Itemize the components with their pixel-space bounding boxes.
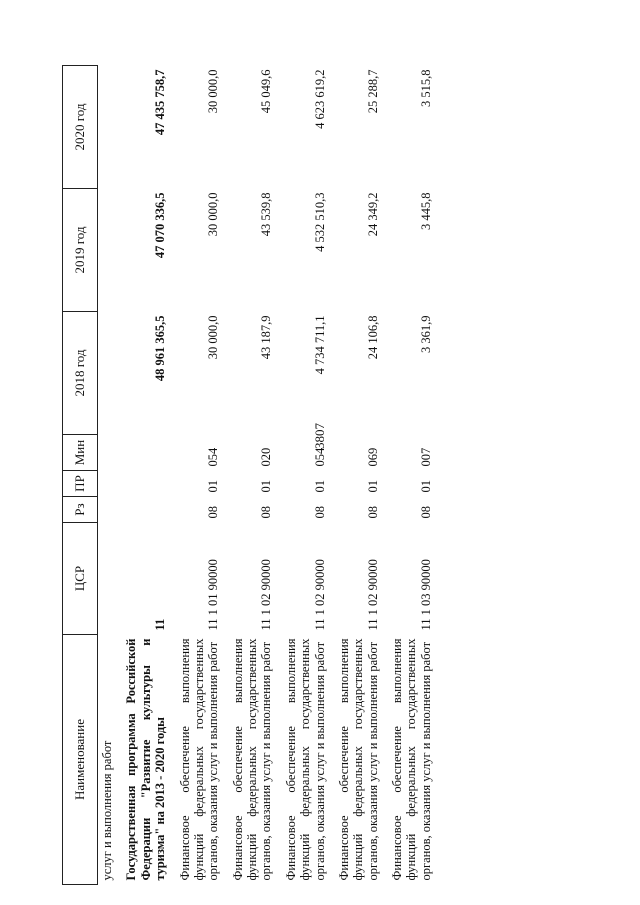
row-2020: 25 288,7 bbox=[365, 69, 380, 114]
row-csr: 11 1 02 90000 bbox=[259, 559, 274, 631]
row-min: 054 bbox=[206, 447, 221, 467]
continuation-row bbox=[98, 66, 117, 885]
budget-table bbox=[62, 65, 435, 885]
row-2019: 30 000,0 bbox=[206, 192, 221, 237]
header-2018: 2018 год bbox=[63, 312, 98, 435]
row-csr: 11 1 02 90000 bbox=[365, 559, 380, 631]
table-row bbox=[329, 66, 382, 885]
row-min: 054 bbox=[312, 447, 327, 467]
row-pr: 01 bbox=[259, 480, 274, 493]
row-name: Финансовое обеспечение выполнения функций федеральных государственных органов, оказания услуг и выполнения работ bbox=[283, 638, 327, 881]
continuation-text: услуг и выполнения работ bbox=[100, 740, 114, 881]
header-name: Наименование bbox=[63, 635, 98, 885]
row-name: Финансовое обеспечение выполнения функций федеральных государственных органов, оказания услуг и выполнения работ bbox=[177, 638, 221, 881]
header-csr: ЦСР bbox=[63, 523, 98, 635]
row-rz: 08 bbox=[206, 506, 221, 519]
row-2018: 43 187,9 bbox=[259, 315, 274, 360]
row-min: 069 bbox=[365, 447, 380, 467]
table-row bbox=[223, 66, 276, 885]
row-2019: 4 532 510,3 bbox=[312, 192, 327, 252]
row-min: 020 bbox=[259, 447, 274, 467]
header-2019: 2019 год bbox=[63, 189, 98, 312]
row-2020: 47 435 758,7 bbox=[153, 69, 168, 136]
row-rz: 08 bbox=[418, 506, 433, 519]
row-2019: 43 539,8 bbox=[259, 192, 274, 237]
row-pr: 01 bbox=[365, 480, 380, 493]
row-2020: 45 049,6 bbox=[259, 69, 274, 114]
header-pr: ПР bbox=[63, 471, 98, 497]
page-number: 3807 bbox=[312, 423, 327, 449]
table-row bbox=[170, 66, 223, 885]
table-row bbox=[116, 66, 169, 885]
row-2018: 4 734 711,1 bbox=[312, 315, 327, 375]
table-row bbox=[276, 66, 329, 885]
row-name: Финансовое обеспечение выполнения функций федеральных государственных органов, оказания услуг и выполнения работ bbox=[336, 638, 380, 881]
row-2020: 4 623 619,2 bbox=[312, 69, 327, 129]
row-csr: 11 1 01 90000 bbox=[206, 559, 221, 631]
row-2019: 3 445,8 bbox=[418, 192, 433, 230]
budget-table-sheet bbox=[62, 65, 602, 885]
row-csr: 11 1 02 90000 bbox=[312, 559, 327, 631]
row-rz bbox=[116, 497, 169, 523]
row-csr: 11 bbox=[153, 618, 168, 631]
header-rz: Рз bbox=[63, 497, 98, 523]
row-pr bbox=[116, 471, 169, 497]
row-2018: 30 000,0 bbox=[206, 315, 221, 360]
row-pr: 01 bbox=[206, 480, 221, 493]
row-name: Государственная программа Российской Федерации "Развитие культуры и туризма" на 2013 - 2020 годы bbox=[124, 638, 168, 881]
row-rz: 08 bbox=[312, 506, 327, 519]
row-2019: 47 070 336,5 bbox=[153, 192, 168, 259]
row-name: Финансовое обеспечение выполнения функций федеральных государственных органов, оказания услуг и выполнения работ bbox=[230, 638, 274, 881]
row-2018: 24 106,8 bbox=[365, 315, 380, 360]
row-min bbox=[116, 435, 169, 471]
header-min: Мин bbox=[63, 435, 98, 471]
row-rz: 08 bbox=[259, 506, 274, 519]
row-2020: 30 000,0 bbox=[206, 69, 221, 114]
row-name: Финансовое обеспечение выполнения функций федеральных государственных органов, оказания услуг и выполнения работ bbox=[390, 638, 433, 881]
row-min: 007 bbox=[418, 447, 433, 467]
row-rz: 08 bbox=[365, 506, 380, 519]
row-2018: 48 961 365,5 bbox=[153, 315, 168, 382]
row-2020: 3 515,8 bbox=[418, 69, 433, 107]
row-pr: 01 bbox=[418, 480, 433, 493]
table-row bbox=[382, 66, 435, 885]
row-2018: 3 361,9 bbox=[418, 315, 433, 353]
row-pr: 01 bbox=[312, 480, 327, 493]
row-2019: 24 349,2 bbox=[365, 192, 380, 237]
header-2020: 2020 год bbox=[63, 66, 98, 189]
row-csr: 11 1 03 90000 bbox=[418, 559, 433, 631]
table-header-row bbox=[63, 66, 98, 885]
